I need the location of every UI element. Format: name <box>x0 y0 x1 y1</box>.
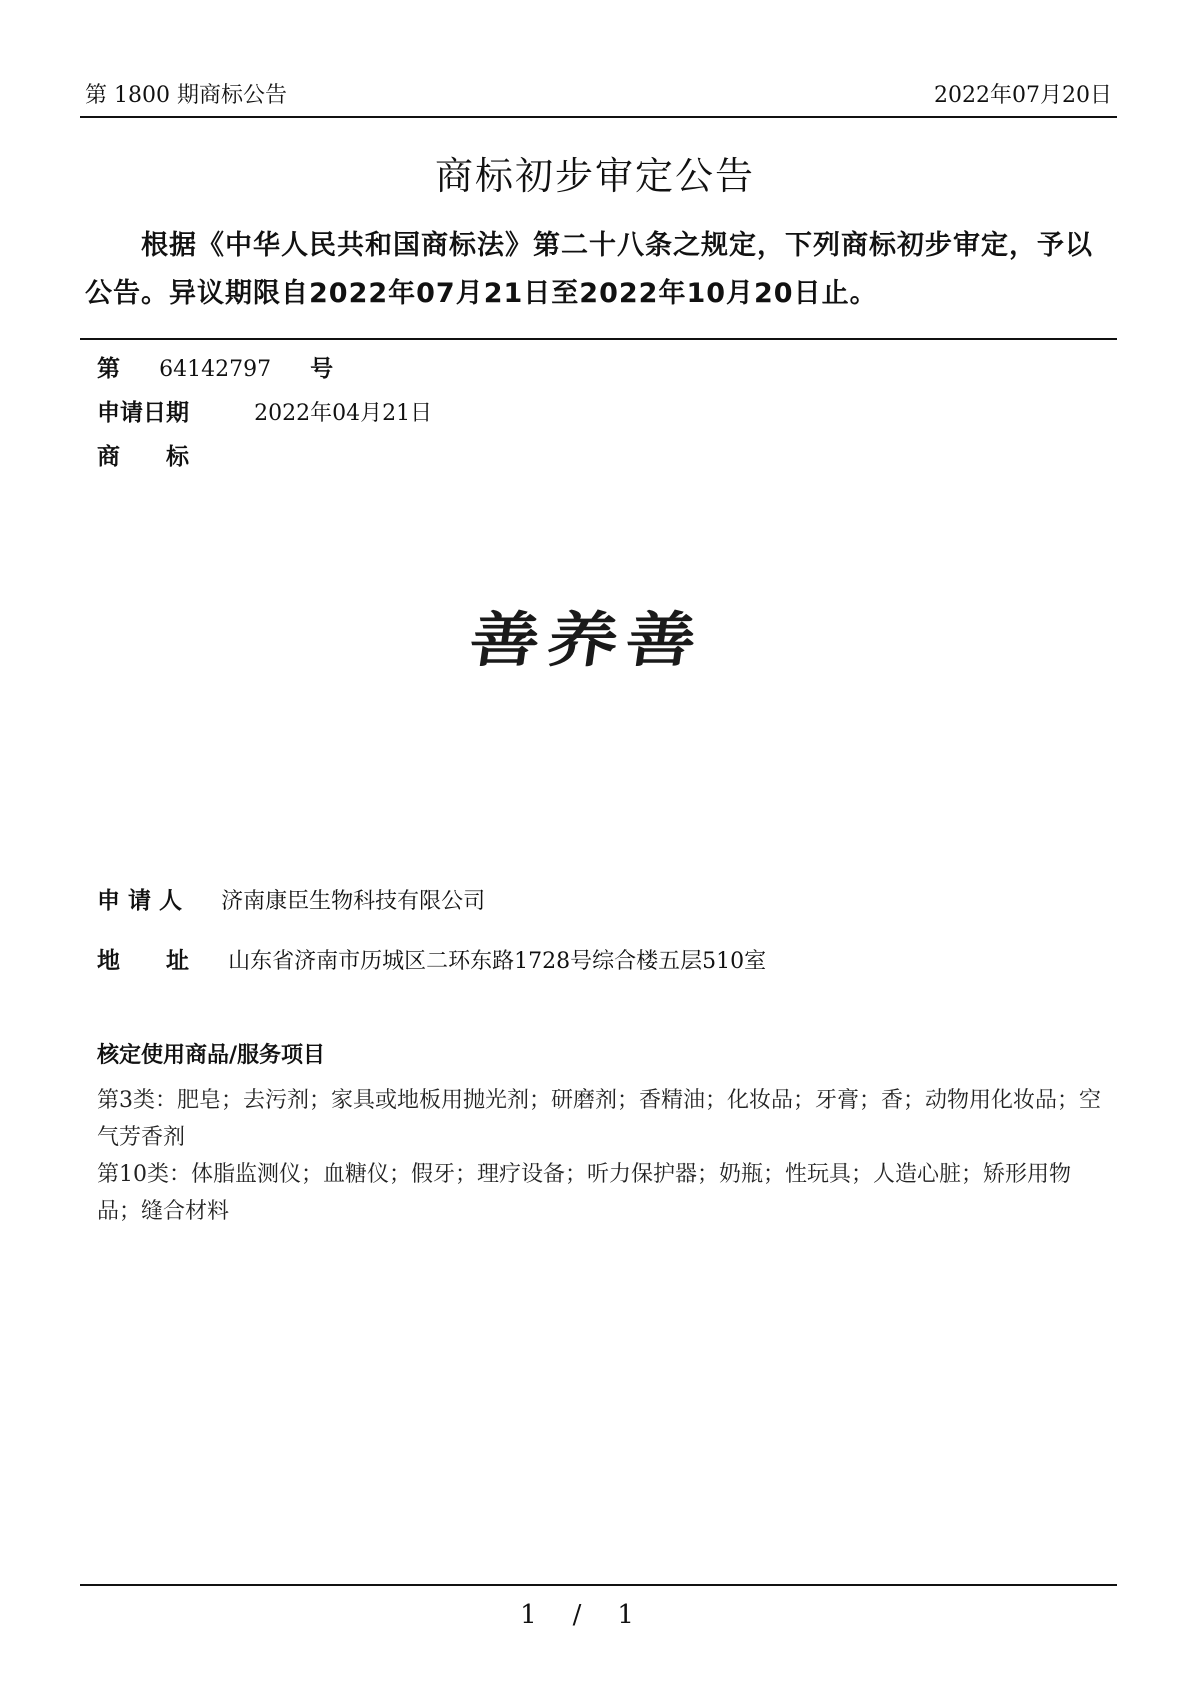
address-label: 地 址 <box>97 948 189 974</box>
applicant-name: 济南康臣生物科技有限公司 <box>221 889 486 914</box>
header-rule <box>80 116 1117 118</box>
goods-class-10: 第10类：体脂监测仪；血糖仪；假牙；理疗设备；听力保护器；奶瓶；性玩具；人造心脏；矫形用物品；缝合材料 <box>97 1162 1071 1224</box>
mark-row <box>97 438 189 471</box>
goods-services-title: 核定使用商品/服务项目 <box>97 1043 326 1068</box>
registration-number-row <box>97 350 333 383</box>
application-date-row <box>97 394 432 427</box>
registration-number: 64142797 <box>159 357 272 382</box>
applicant-label: 申 请 人 <box>97 888 183 914</box>
application-date: 2022年04月21日 <box>254 401 433 426</box>
page-separator: / <box>572 1600 618 1630</box>
goods-class-3: 第3类：肥皂；去污剂；家具或地板用抛光剂；研磨剂；香精油；化妆品；牙膏；香；动物用化妆品；空气芳香剂 <box>97 1088 1102 1150</box>
address-value: 山东省济南市历城区二环东路1728号综合楼五层510室 <box>228 949 767 974</box>
issue-date: 2022年07月20日 <box>934 83 1112 108</box>
issue-number: 第 1800 期商标公告 <box>85 83 287 108</box>
applicant-row <box>97 882 485 915</box>
address-row <box>97 942 766 975</box>
footer-rule <box>80 1584 1117 1586</box>
announcement-intro: 根据《中华人民共和国商标法》第二十八条之规定，下列商标初步审定，予以公告。异议期限自2022年07月21日至2022年10月20日止。 <box>85 230 1093 309</box>
number-suffix: 号 <box>310 356 334 382</box>
number-prefix: 第 <box>97 356 120 382</box>
page-title: 商标初步审定公告 <box>434 154 755 198</box>
mark-label: 商 标 <box>97 444 189 470</box>
section-rule <box>80 338 1117 340</box>
trademark-image: 善养善 <box>465 604 710 675</box>
application-date-label: 申请日期 <box>97 400 189 426</box>
total-pages: 1 <box>617 1600 670 1630</box>
page-indicator <box>0 1600 1190 1630</box>
current-page: 1 <box>520 1600 573 1630</box>
